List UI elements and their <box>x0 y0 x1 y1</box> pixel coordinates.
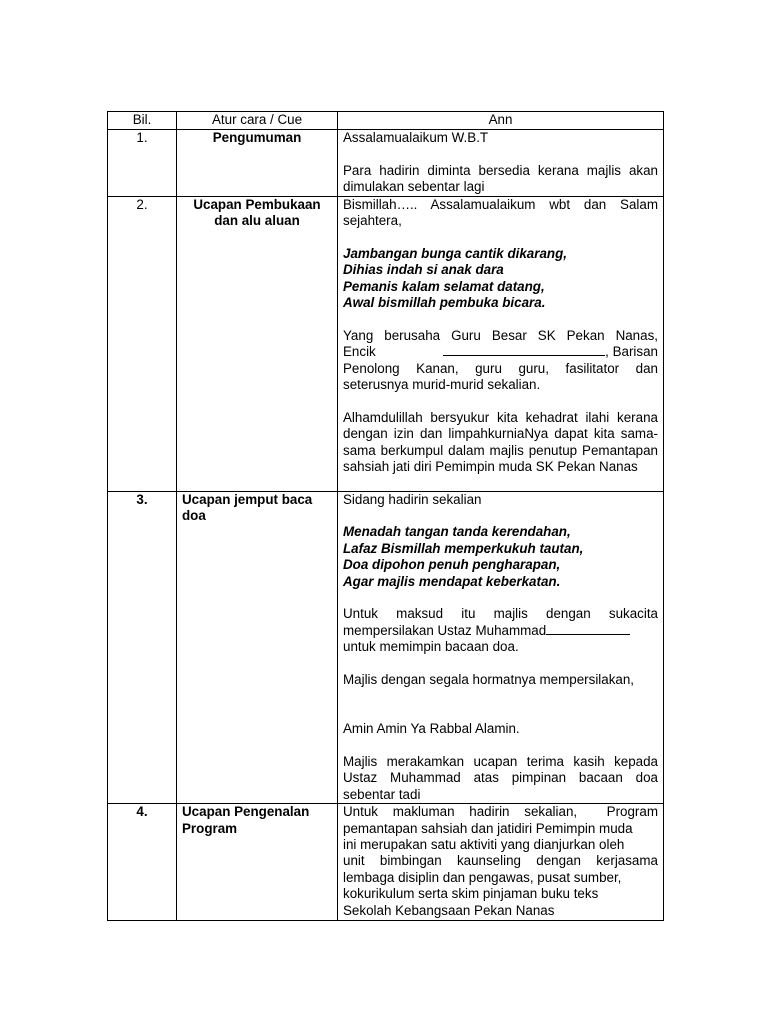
fill-in-blank: , Barisan <box>443 344 658 360</box>
script-paragraph: Assalamualaikum W.B.T <box>343 130 489 145</box>
row-title: Ucapan jemput baca doa <box>177 491 338 804</box>
pantun-line: Doa dipohon penuh pengharapan, <box>343 557 561 573</box>
pantun-line: Pemanis kalam selamat datang, <box>343 278 545 294</box>
script-paragraph: Yang berusaha Guru Besar SK Pekan Nanas, <box>343 327 658 343</box>
script-paragraph: Untuk maksud itu majlis dengan sukacita <box>343 606 658 622</box>
table-row <box>108 196 664 491</box>
row-number: 1. <box>108 130 177 197</box>
row-script <box>338 804 664 921</box>
script-paragraph: Amin Amin Ya Rabbal Alamin. <box>343 721 520 737</box>
script-line: kokurikulum serta skim pinjaman buku teks <box>343 886 599 902</box>
row-number: 2. <box>108 196 177 491</box>
script-line: pemantapan sahsiah dan jatidiri Pemimpin muda <box>343 820 633 836</box>
script-paragraph: Sidang hadirin sekalian <box>343 491 482 507</box>
pantun-line: Jambangan bunga cantik dikarang, <box>343 245 567 261</box>
script-paragraph: Alhamdulillah bersyukur kita kehadrat ilahi kerana dengan izin dan limpahkurniaNya dapat kita sama-sama berkumpul dalam majlis penutup Pemantapan sahsiah jati diri Pemimpin muda SK Pekan Nanas <box>343 409 658 475</box>
script-paragraph: Bismillah….. Assalamualaikum wbt dan Salam sejahtera, <box>343 196 658 229</box>
script-paragraph: Majlis dengan segala hormatnya mempersilakan, <box>343 672 635 688</box>
script-paragraph: Para hadirin diminta bersedia kerana majlis akan dimulakan sebentar lagi <box>343 162 658 195</box>
row-script <box>338 130 664 197</box>
row-number: 3. <box>108 491 177 804</box>
table-row <box>108 804 664 921</box>
script-line: unit bimbingan kaunseling dengan kerjasama <box>343 853 658 869</box>
script-line <box>343 344 658 360</box>
header-ann: Ann <box>338 112 664 130</box>
header-atur-cara: Atur cara / Cue <box>177 112 338 130</box>
row-title: Ucapan Pengenalan Program <box>177 804 338 921</box>
script-line: lembaga disiplin dan pengawas, pusat sumber, <box>343 869 622 885</box>
table-row <box>108 491 664 804</box>
pantun-line: Dihias indah si anak dara <box>343 262 504 278</box>
script-line: Untuk makluman hadirin sekalian, Program <box>343 804 658 820</box>
row-title: Pengumuman <box>177 130 338 197</box>
header-bil: Bil. <box>108 112 177 130</box>
script-paragraph: Majlis merakamkan ucapan terima kasih kepada Ustaz Muhammad atas pimpinan bacaan doa sebentar tadi <box>343 754 658 802</box>
pantun-line: Agar majlis mendapat keberkatan. <box>343 573 561 589</box>
script-line: mempersilakan Ustaz Muhammad <box>343 623 658 639</box>
script-paragraph: untuk memimpin bacaan doa. <box>343 639 519 655</box>
pantun-line: Lafaz Bismillah memperkukuh tautan, <box>343 540 584 556</box>
row-number: 4. <box>108 804 177 921</box>
table-row <box>108 130 664 197</box>
pantun-line: Menadah tangan tanda kerendahan, <box>343 524 571 540</box>
script-paragraph: Penolong Kanan, guru guru, fasilitator dan seterusnya murid-murid sekalian. <box>343 360 658 393</box>
script-text: Encik <box>343 344 376 360</box>
script-line: Sekolah Kebangsaan Pekan Nanas <box>343 902 555 918</box>
row-script <box>338 491 664 804</box>
pantun-line: Awal bismillah pembuka bicara. <box>343 295 546 311</box>
row-script <box>338 196 664 491</box>
fill-in-blank <box>546 623 630 635</box>
table-header-row <box>108 112 664 130</box>
row-title: Ucapan Pembukaan dan alu aluan <box>177 196 338 491</box>
script-line: ini merupakan satu aktiviti yang dianjurkan oleh <box>343 837 625 853</box>
program-table <box>107 111 664 921</box>
